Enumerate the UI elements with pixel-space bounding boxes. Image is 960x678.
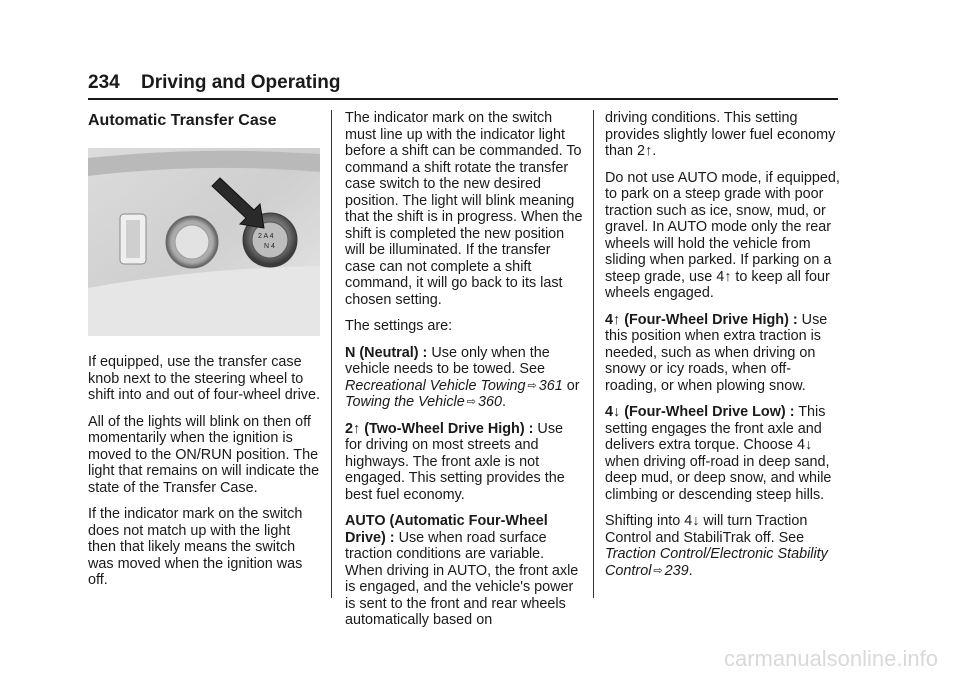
svg-text:2 A 4: 2 A 4 <box>258 233 274 240</box>
four-low-setting <box>605 404 840 503</box>
column-2 <box>345 110 583 639</box>
header-rule <box>88 98 838 100</box>
transfer-case-knob-photo <box>88 148 320 336</box>
setting-text: Use only when the vehicle needs to be towed. See <box>345 344 550 377</box>
paragraph: Do not use AUTO mode, if equipped, to park on a steep grade with poor traction such as ice, snow, mud, or gravel. In AUTO mode only the rear wheels will hold the vehicle from sliding when parked. If parking on a steep grade, use 4↑ to keep all four wheels engaged. <box>605 169 840 301</box>
paragraph: driving conditions. This setting provides slightly lower fuel economy than 2↑. <box>605 110 836 159</box>
page-ref-icon: ⇨ <box>527 379 537 392</box>
page-number: 234 <box>88 72 120 93</box>
setting-term: AUTO (Automatic Four-Wheel Drive) : <box>345 513 548 546</box>
setting-term: N (Neutral) : <box>345 344 428 361</box>
paragraph <box>605 513 840 579</box>
cross-reference-link[interactable]: Recreational Vehicle Towing <box>345 377 526 394</box>
setting-term: 4↓ (Four-Wheel Drive Low) : <box>605 404 795 420</box>
setting-text: Use this position when extra traction is needed, such as when driving on snowy or icy roads, when off-roading, or when plowing snow. <box>605 311 828 394</box>
setting-text: Use for driving on most streets and highways. The front axle is not engaged. This setting provides the best fuel economy. <box>345 420 565 503</box>
page-ref-icon: ⇨ <box>466 396 476 408</box>
column-3 <box>605 110 840 589</box>
page-ref-number[interactable]: 361 <box>538 377 563 394</box>
page-ref-number[interactable]: 360 <box>477 394 502 410</box>
four-high-setting <box>605 312 840 395</box>
paragraph: If the indicator mark on the switch does not match up with the light then that likely means the switch was moved when the ignition was off. <box>88 506 303 588</box>
column-1 <box>88 110 320 599</box>
paragraph: All of the lights will blink on then off momentarily when the ignition is moved to the ON/RUN position. The light that remains on will indicate the state of the Transfer Case. <box>88 413 320 496</box>
setting-text: This setting engages the front axle and delivers extra torque. Choose 4↓ when driving off-road in deep sand, deep mud, or deep snow, and while climbing or descending steep hills. <box>605 404 832 503</box>
page-title: Driving and Operating <box>140 72 341 93</box>
setting-text: . <box>501 394 506 410</box>
paragraph-text: Shifting into 4↓ will turn Traction Control and StabiliTrak off. See <box>605 513 808 546</box>
column-divider <box>331 110 332 598</box>
watermark: carmanualsonline.info <box>723 646 938 671</box>
cross-reference-link[interactable]: Towing the Vehicle <box>345 394 465 410</box>
section-heading: Automatic Transfer Case <box>88 112 277 129</box>
page-header <box>88 72 341 94</box>
setting-term: 4↑ (Four-Wheel Drive High) : <box>605 311 798 328</box>
page-ref-number[interactable]: 239 <box>664 562 689 579</box>
two-high-setting <box>345 421 583 504</box>
cross-reference-link[interactable]: Traction Control/Electronic Stability Control <box>605 546 828 579</box>
setting-term: 2↑ (Two-Wheel Drive High) : <box>345 420 534 437</box>
neutral-setting <box>345 345 583 411</box>
setting-text: or <box>562 377 580 394</box>
paragraph: The indicator mark on the switch must line up with the indicator light before a shift can be commanded. To command a shift rotate the transfer case switch to the new desired position. The light will blink meaning that the shift is in progress. When the shift is completed the new position will be illuminated. If the transfer case can not complete a shift command, it will go back to its last chosen setting. <box>345 110 583 308</box>
setting-text: Use when road surface traction conditions are variable. When driving in AUTO, the front axle is engaged, and the vehicle's power is sent to the front and rear wheels automatically based on <box>345 529 579 628</box>
auto-setting <box>345 513 583 629</box>
column-divider <box>593 110 594 598</box>
paragraph: If equipped, use the transfer case knob next to the steering wheel to shift into and out of four-wheel drive. <box>88 354 320 403</box>
paragraph: The settings are: <box>345 318 453 334</box>
svg-text:N 4: N 4 <box>264 243 275 250</box>
page-ref-icon: ⇨ <box>653 564 663 577</box>
paragraph-text: . <box>688 562 693 579</box>
